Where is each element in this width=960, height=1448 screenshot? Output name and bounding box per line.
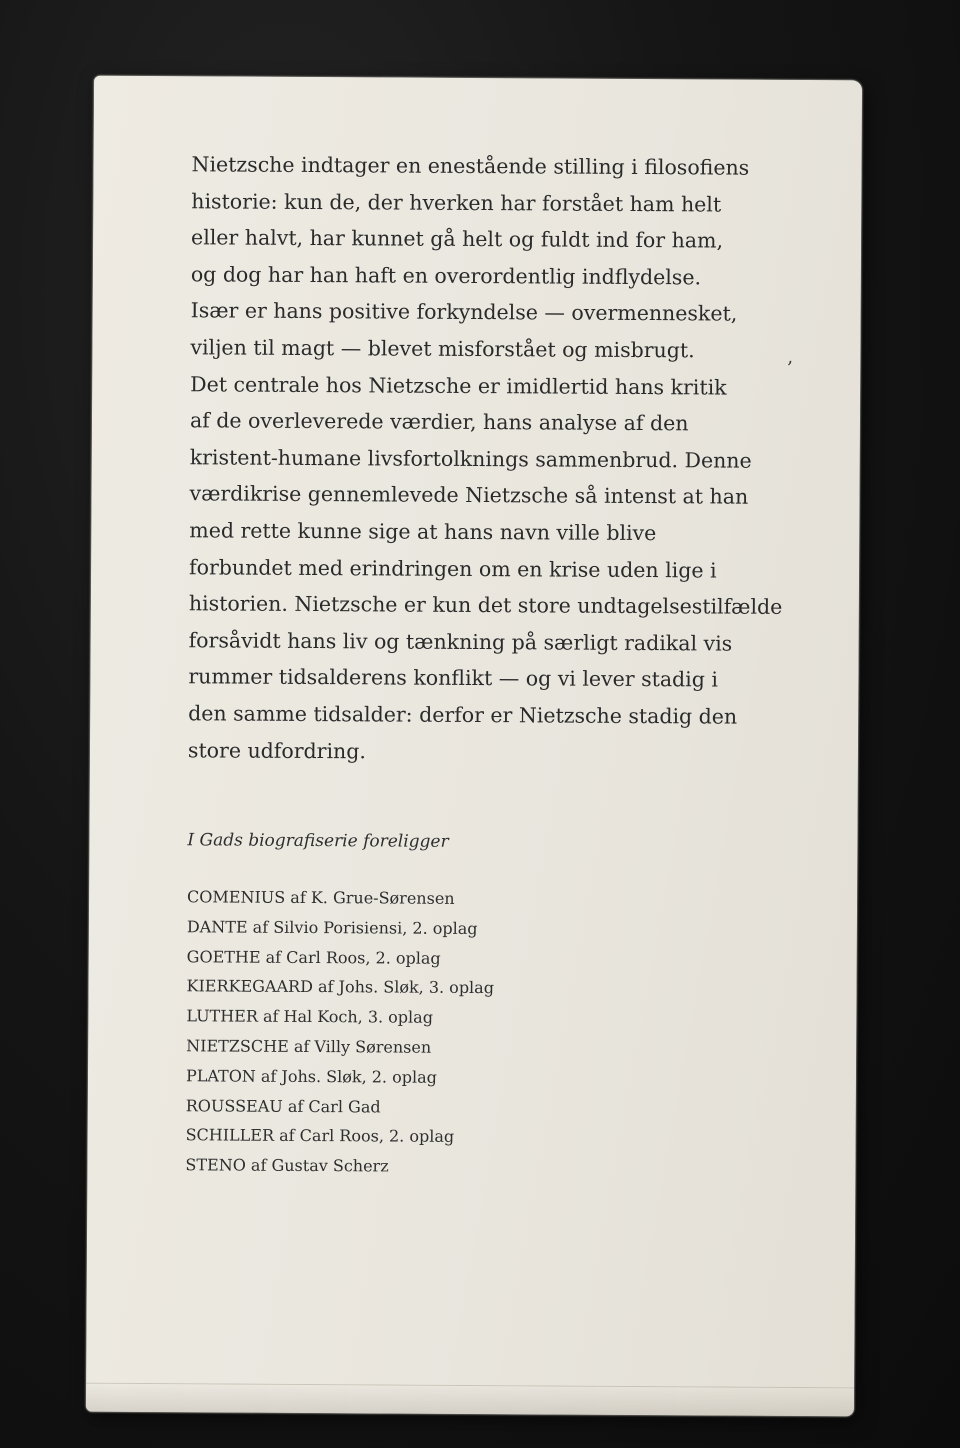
series-entry: SCHILLER af Carl Roos, 2. oplag [185, 1125, 455, 1147]
series-entry: LUTHER af Hal Koch, 3. oplag [186, 1006, 434, 1027]
blurb-line: forbundet med erindringen om en krise uden lige i [189, 554, 717, 583]
series-entry: COMENIUS af K. Grue-Sørensen [187, 887, 455, 908]
blurb-line: den samme tidsalder: derfor er Nietzsche stadig den [188, 701, 738, 729]
blurb-line: Nietzsche indtager en enestående stilling i filosofiens [191, 152, 750, 180]
series-entry: NIETZSCHE af Villy Sørensen [186, 1036, 432, 1057]
blurb-line: med rette kunne sige at hans navn ville blive [189, 518, 657, 546]
blurb-line: forsåvidt hans liv og tænkning på særligt radikal vis [188, 627, 733, 656]
stray-pencil-mark: , [787, 346, 794, 368]
blurb-line: viljen til magt — blevet misforstået og misbrugt. [190, 335, 695, 363]
series-heading: I Gads biografiserie foreligger [187, 830, 449, 852]
series-entry: GOETHE af Carl Roos, 2. oplag [186, 946, 441, 968]
series-entry: ROUSSEAU af Carl Gad [185, 1095, 381, 1117]
blurb-line: værdikrise gennemlevede Nietzsche så intenst at han [189, 481, 749, 510]
blurb-line: Især er hans positive forkyndelse — overmennesket, [190, 298, 738, 326]
blurb-line: Det centrale hos Nietzsche er imidlertid hans kritik [190, 371, 727, 400]
book-back-cover [86, 76, 862, 1417]
blurb-text [188, 146, 832, 772]
series-entry: KIERKEGAARD af Johs. Sløk, 3. oplag [186, 976, 495, 998]
series-entry: PLATON af Johs. Sløk, 2. oplag [185, 1066, 437, 1087]
blurb-line: store udfordring. [187, 737, 366, 763]
blurb-line: af de overleverede værdier, hans analyse af den [189, 408, 689, 436]
blurb-line: eller halvt, har kunnet gå helt og fuldt ind for ham, [191, 225, 724, 253]
blurb-line: kristent-humane livsfortolknings sammenbrud. Denne [189, 445, 752, 473]
blurb-line: rummer tidsalderens konflikt — og vi lever stadig i [188, 664, 719, 692]
blurb-line: historie: kun de, der hverken har forstået ham helt [191, 188, 722, 217]
series-entry: STENO af Gustav Scherz [185, 1155, 389, 1176]
blurb-line: historien. Nietzsche er kun det store undtagelsestilfælde [188, 591, 783, 620]
series-entry: DANTE af Silvio Porisiensi, 2. oplag [186, 917, 478, 938]
blurb-line: og dog har han haft en overordentlig indflydelse. [190, 262, 702, 290]
series-list [185, 882, 494, 1182]
